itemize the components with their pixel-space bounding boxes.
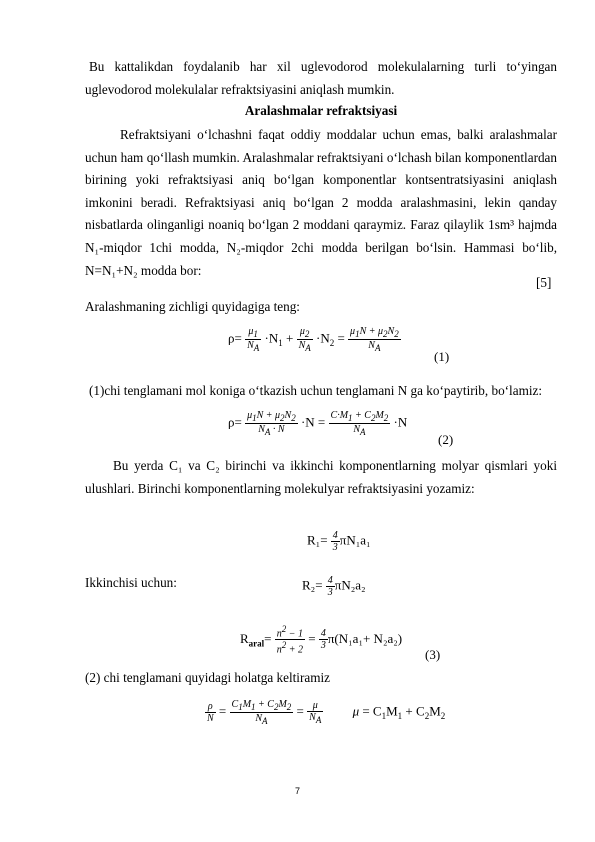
R3-rhs: π(N₁a₁+ N₂a₂) [327,630,403,646]
equation-2-label: (2) [438,432,454,447]
equation-2: ρ= $\frac{\mu_1N + \mu_2N_2}{N_A \cdot N}$ ·N = $\frac{C\cdot M_1 + C_2M_2}{N_A}$ ·N [228,410,408,437]
R1-rhs: πN₁a₁ [339,532,371,548]
equation-3: $R_{aral}=$ $\frac{n^2 - 1}{n^2 + 2}$ = $\frac{4}{3}$ π(N₁a₁+ N₂a₂) [240,624,403,656]
equation-1: ρ= $\frac{\mu_1}{N_A}$ $\cdot N_1$ + $\frac{\mu_2}{N_A}$ $\cdot N_2$ = $\frac{\mu_1N + \mu_2N_2}{N_A}$ [228,326,399,353]
reference-5: [5] [536,275,552,290]
intro-paragraph: Bu kattalikdan foydalanib har xil uglevodorod molekulalarning turli to‘yingan uglevodorod molekulalar refraktsiyasini aniqlash mumkin. [85,59,557,97]
equation-R2: R₂= $\frac{4}{3}$ πN₂a₂ [302,575,366,598]
paragraph-transform: (2) chi tenglamani quyidagi holatga keltiramiz [85,670,330,685]
equation-1-label: (1) [434,349,450,364]
section-heading: Aralashmalar refraktsiyasi [244,103,398,118]
paragraph-second: Ikkinchisi uchun: [85,575,177,590]
paragraph-refraction: Refraktsiyani o‘lchashni faqat oddiy moddalar uchun emas, balki aralashmalar uchun ham qo‘llash mumkin. Aralashmalar refraktsiyani o‘lchash bilan komponentlardan birining yoki refraktsiyasi aniq bo‘lgan komponentlar kontsentratsiyasini aniqlash imkonini beradi. Refraktsiyasi aniq bo‘lgan 2 modda aralashmasini, lekin qanday nisbatlarda olinganligi noaniq bo‘lgan 2 moddani qaraymiz. Faraz qilaylik 1sm³ hajmda N₁-miqdor 1chi modda, N₂-miqdor 2chi modda berilgan bo‘lsin. Hammasi bo‘lib, N=N₁+N₂ modda bor: [85,127,557,278]
R1-lhs: R₁= [307,532,331,548]
R2-rhs: πN₂a₂ [334,577,366,593]
paragraph-density: Aralashmaning zichligi quyidagiga teng: [85,299,300,314]
R3-subscript: aral [248,638,265,649]
R3-symbol: R [240,630,249,646]
equation-final: $\frac{\rho}{N}$ = $\frac{C_1M_1 + C_2M_2}{N_A}$ = $\frac{\mu}{N_A}$ $\mu = C_1M_1 + C_2M_2$ [207,699,446,726]
paragraph-mol: (1)chi tenglamani mol koniga o‘tkazish uchun tenglamani N ga ko‘paytirib, bo‘lamiz: [89,383,543,398]
R2-lhs: R₂= [302,577,326,593]
paragraph-molar-fractions: Bu yerda C₁ va C₂ birinchi va ikkinchi komponentlarning molyar qismlari yoki ulushlari. Birinchi komponentlarning molekulyar refraktsiyasini yozamiz: [85,458,557,496]
equation-3-label: (3) [425,647,441,662]
page-number: 7 [294,786,300,796]
equation-R1: R₁= $\frac{4}{3}$ πN₁a₁ [307,530,371,553]
